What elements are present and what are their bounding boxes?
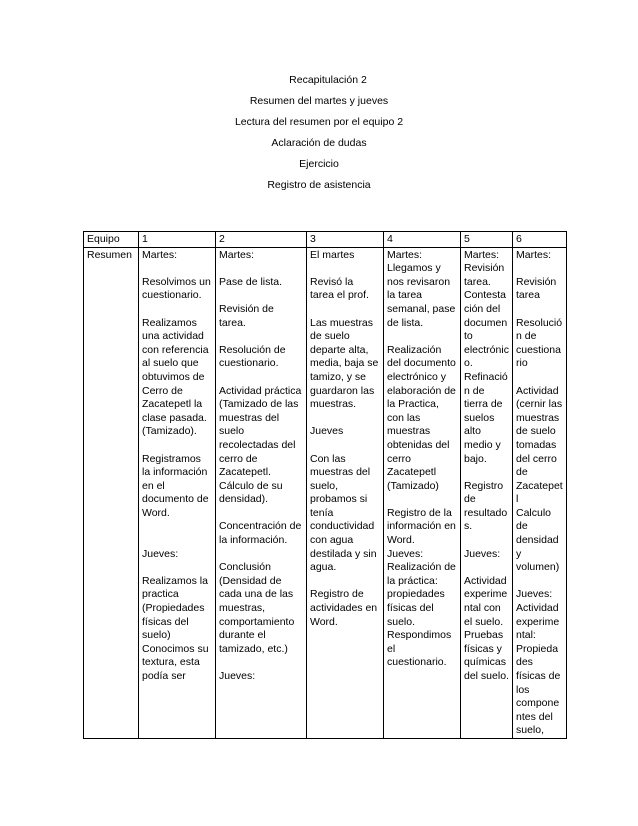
table-header-row bbox=[84, 232, 567, 248]
column-header-team-4: 4 bbox=[384, 232, 461, 248]
summary-cell-team-1: Martes: Resolvimos un cuestionario. Realizamos una actividad con referencia al suelo que obtuvimos de Cerro de Zacatepetl la clase pasada. (Tamizado). Registramos la información en el documento de Word. Jueves: Realizamos la practica (Propiedades físicas del suelo) Conocimos su textura, esta podía ser bbox=[139, 247, 216, 738]
column-header-equipo: Equipo bbox=[84, 232, 139, 248]
agenda-line: Lectura del resumen por el equipo 2 bbox=[234, 116, 404, 128]
column-header-team-3: 3 bbox=[307, 232, 384, 248]
row-label-resumen: Resumen bbox=[84, 247, 139, 738]
agenda-line: Ejercicio bbox=[299, 158, 339, 170]
column-header-team-6: 6 bbox=[513, 232, 567, 248]
column-header-team-2: 2 bbox=[216, 232, 307, 248]
summary-cell-team-6: Martes: Revisión tarea Resolución de cuestionario Actividad (cernir las muestras de suelo tomadas del cerro de Zacatepetl Calculo de densidad y volumen) Jueves: Actividad experimental: Propiedades físicas de los componentes del suelo, bbox=[513, 247, 567, 738]
column-header-team-1: 1 bbox=[139, 232, 216, 248]
agenda-line: Registro de asistencia bbox=[267, 179, 371, 191]
agenda-line: Resumen del martes y jueves bbox=[249, 95, 389, 107]
agenda-line: Aclaración de dudas bbox=[271, 137, 367, 149]
column-header-team-5: 5 bbox=[461, 232, 513, 248]
summary-table bbox=[83, 231, 567, 739]
summary-cell-team-3: El martes Revisó la tarea el prof. Las muestras de suelo departe alta, media, baja se tamizo, y se guardaron las muestras. Jueves Con las muestras del suelo, probamos si tenía conductividad con agua destilada y sin agua. Registro de actividades en Word. bbox=[307, 247, 384, 738]
summary-cell-team-4: Martes: Llegamos y nos revisaron la tarea semanal, pase de lista. Realización del documento electrónico y elaboración de la Practica, con las muestras obtenidas del cerro Zacatepetl (Tamizado) Registro de la información en Word. Jueves: Realización de la práctica: propiedades físicas del suelo. Respondimos el cuestionario. bbox=[384, 247, 461, 738]
summary-cell-team-5: Martes: Revisión tarea. Contestación del documento electrónico. Refinación de tierra de suelos alto medio y bajo. Registro de resultados. Jueves: Actividad experimental con el suelo. Pruebas físicas y químicas del suelo. bbox=[461, 247, 513, 738]
summary-cell-team-2: Martes: Pase de lista. Revisión de tarea. Resolución de cuestionario. Actividad práctica (Tamizado de las muestras del suelo recolectadas del cerro de Zacatepetl. Cálculo de su densidad). Concentración de la información. Conclusión (Densidad de cada una de las muestras, comportamiento durante el tamizado, etc.) Jueves: bbox=[216, 247, 307, 738]
table-row bbox=[84, 247, 567, 738]
document-header bbox=[0, 70, 638, 196]
title-line: Recapitulación 2 bbox=[289, 74, 367, 86]
